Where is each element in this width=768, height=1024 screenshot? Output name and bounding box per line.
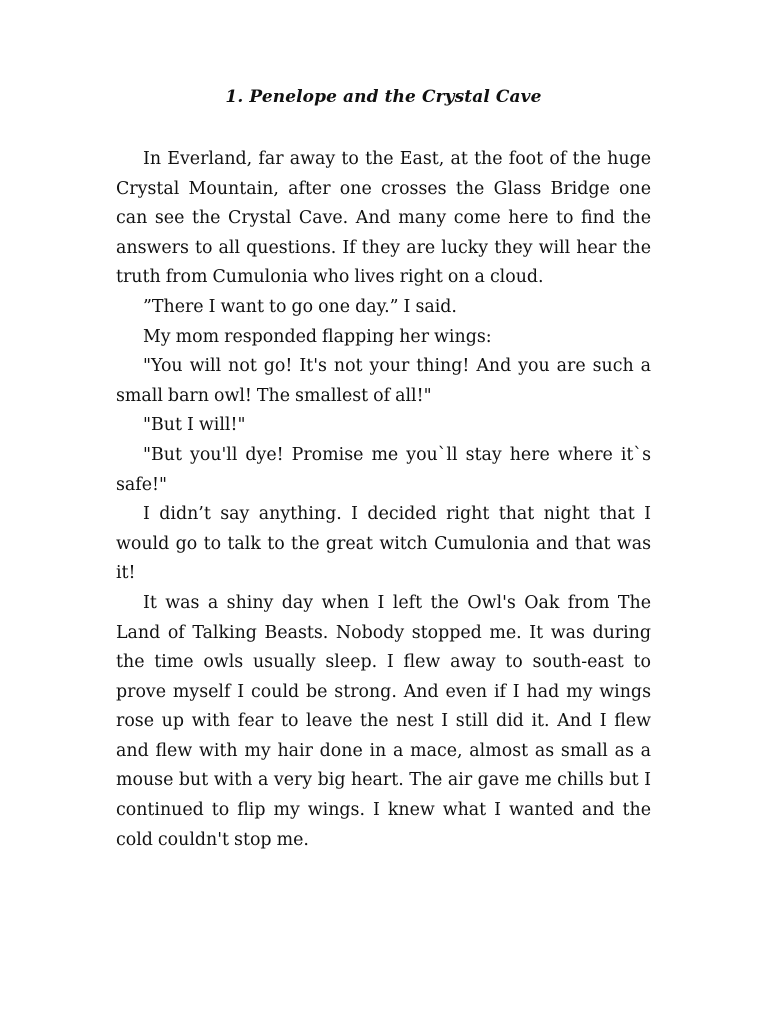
paragraph-2: ”There I want to go one day.” I said. bbox=[143, 296, 457, 317]
chapter-body bbox=[116, 145, 651, 855]
paragraph-8: It was a shiny day when I left the Owl's Oak from The Land of Talking Beasts. Nobody stopped me. It was during the time owls usually sleep. I flew away to south-east to prove myself I could be strong. And even if I had my wings rose up with fear to leave the nest I still did it. And I flew and flew with my hair done in a mace, almost as small as a mouse but with a very big heart. The air gave me chills but I continued to flip my wings. I knew what I wanted and the cold couldn't stop me. bbox=[116, 592, 651, 850]
paragraph-3: My mom responded flapping her wings: bbox=[143, 326, 492, 347]
paragraph-4: "You will not go! It's not your thing! And you are such a small barn owl! The smallest of all!" bbox=[116, 356, 651, 406]
paragraph-5: "But I will!" bbox=[143, 415, 246, 436]
paragraph-1: In Everland, far away to the East, at the foot of the huge Crystal Mountain, after one crosses the Glass Bridge one can see the Crystal Cave. And many come here to find the answers to all questions. If they are lucky they will hear the truth from Cumulonia who lives right on a cloud. bbox=[116, 149, 651, 288]
paragraph-7: I didn’t say anything. I decided right that night that I would go to talk to the great witch Cumulonia and that was it! bbox=[116, 504, 651, 584]
paragraph-6: "But you'll dye! Promise me you`ll stay here where it`s safe!" bbox=[116, 444, 651, 495]
document-page bbox=[116, 84, 651, 855]
chapter-title: 1. Penelope and the Crystal Cave bbox=[225, 87, 542, 107]
